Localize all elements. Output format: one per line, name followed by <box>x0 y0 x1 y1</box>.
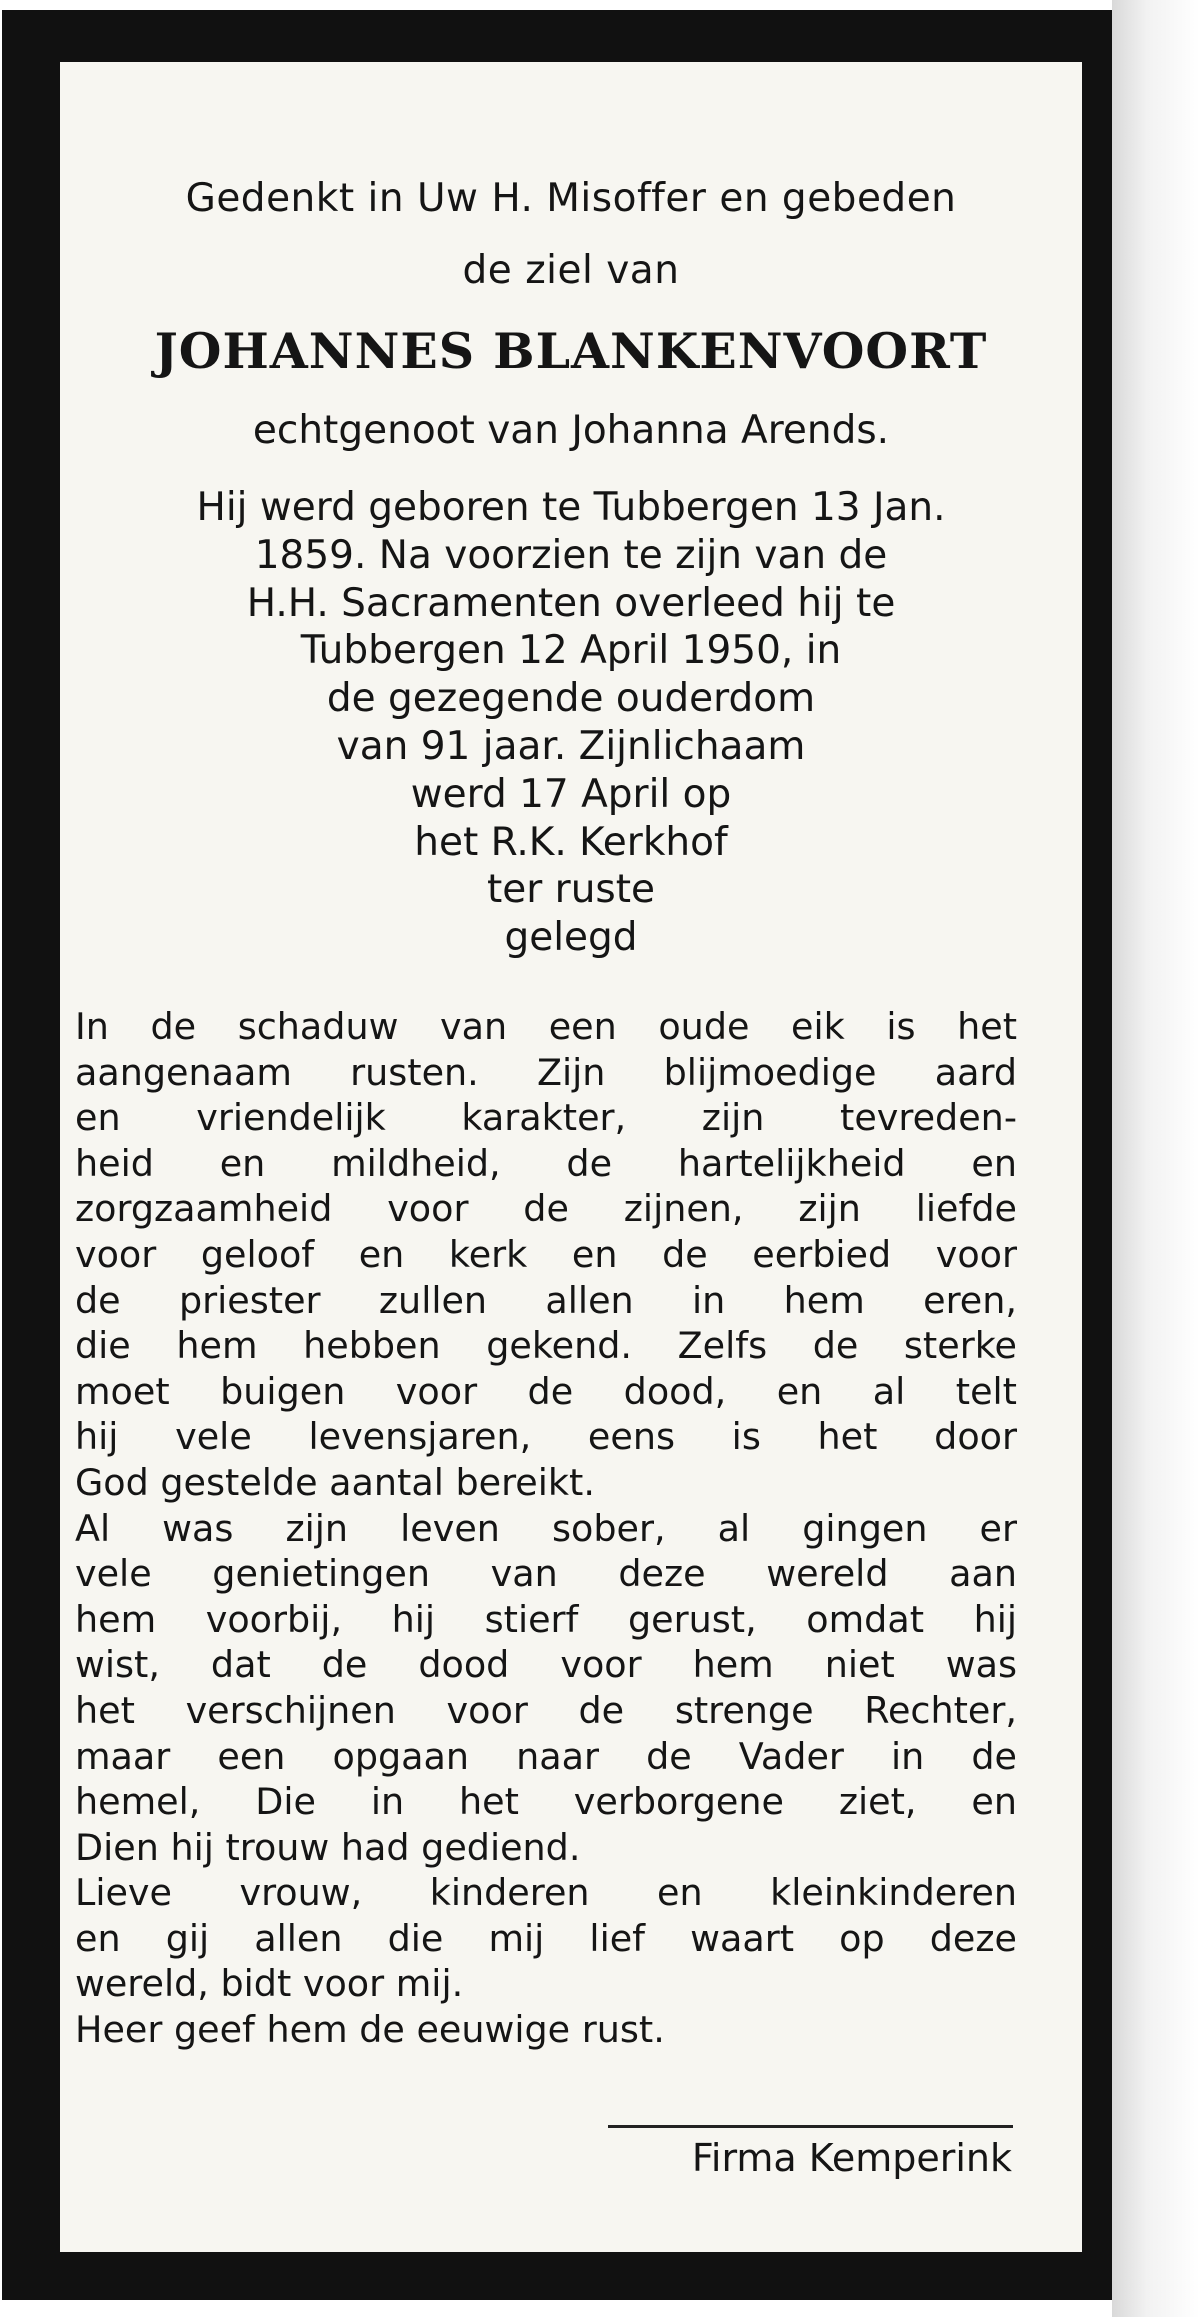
tribute-line: moet buigen voor de dood, en al telt <box>75 1369 1017 1413</box>
biography-line: gelegd <box>504 915 638 961</box>
biography-line: Hij werd geboren te Tubbergen 13 Jan. <box>196 485 946 530</box>
tribute-paragraph <box>75 1004 1017 2053</box>
scan-edge <box>1112 0 1200 2317</box>
biography-line: H.H. Sacramenten overleed hij te <box>246 580 896 626</box>
intro-line-2: de ziel van <box>462 248 680 293</box>
tribute-line: heid en mildheid, de hartelijkheid en <box>75 1141 1017 1185</box>
signature-rule <box>608 2125 1013 2128</box>
tribute-line: God gestelde aantal bereikt. <box>75 1460 595 1504</box>
tribute-line: voor geloof en kerk en de eerbied voor <box>75 1232 1017 1276</box>
farewell-line: Lieve vrouw, kinderen en kleinkinderen <box>75 1871 1017 1915</box>
reflection-line: wist, dat de dood voor hem niet was <box>75 1643 1017 1687</box>
farewell-line: en gij allen die mij lief waart op deze <box>75 1916 1017 1960</box>
tribute-line: en vriendelijk karakter, zijn tevreden- <box>75 1096 1017 1140</box>
biography-line: Tubbergen 12 April 1950, in <box>300 628 842 674</box>
deceased-name: JOHANNES BLANKENVOORT <box>154 322 988 380</box>
biography-line: werd 17 April op <box>410 771 732 817</box>
printer-name: Firma Kemperink <box>691 2136 1012 2180</box>
biography-line: van 91 jaar. Zijnlichaam <box>336 723 806 769</box>
reflection-line: het verschijnen voor de strenge Rechter, <box>75 1688 1017 1732</box>
biography-line: 1859. Na voorzien te zijn van de <box>254 532 888 578</box>
biography-line: ter ruste <box>486 867 656 913</box>
tribute-line: hij vele levensjaren, eens is het door <box>75 1415 1017 1459</box>
reflection-line: maar een opgaan naar de Vader in de <box>75 1734 1017 1778</box>
biography-line: de gezegende ouderdom <box>326 676 816 722</box>
reflection-line: Al was zijn leven sober, al gingen er <box>75 1506 1017 1550</box>
tribute-line: aangenaam rusten. Zijn blijmoedige aard <box>75 1050 1017 1094</box>
farewell-line: wereld, bidt voor mij. <box>75 1962 464 2006</box>
tribute-line: zorgzaamheid voor de zijnen, zijn liefde <box>75 1187 1017 1231</box>
reflection-line: hemel, Die in het verborgene ziet, en <box>75 1780 1017 1824</box>
tribute-line: de priester zullen allen in hem eren, <box>75 1278 1017 1322</box>
biography-line: het R.K. Kerkhof <box>414 819 728 865</box>
reflection-line: vele genietingen van deze wereld aan <box>75 1552 1017 1596</box>
tribute-line: die hem hebben gekend. Zelfs de sterke <box>75 1324 1017 1368</box>
intro-line-1: Gedenkt in Uw H. Misoffer en gebeden <box>185 176 957 221</box>
reflection-line: Dien hij trouw had gediend. <box>75 1825 581 1869</box>
reflection-line: hem voorbij, hij stierf gerust, omdat hij <box>75 1597 1017 1641</box>
biography <box>60 484 1082 962</box>
spouse-line: echtgenoot van Johanna Arends. <box>252 408 890 453</box>
tribute-line: In de schaduw van een oude eik is het <box>75 1005 1017 1048</box>
prayer-line: Heer geef hem de eeuwige rust. <box>75 2008 665 2052</box>
